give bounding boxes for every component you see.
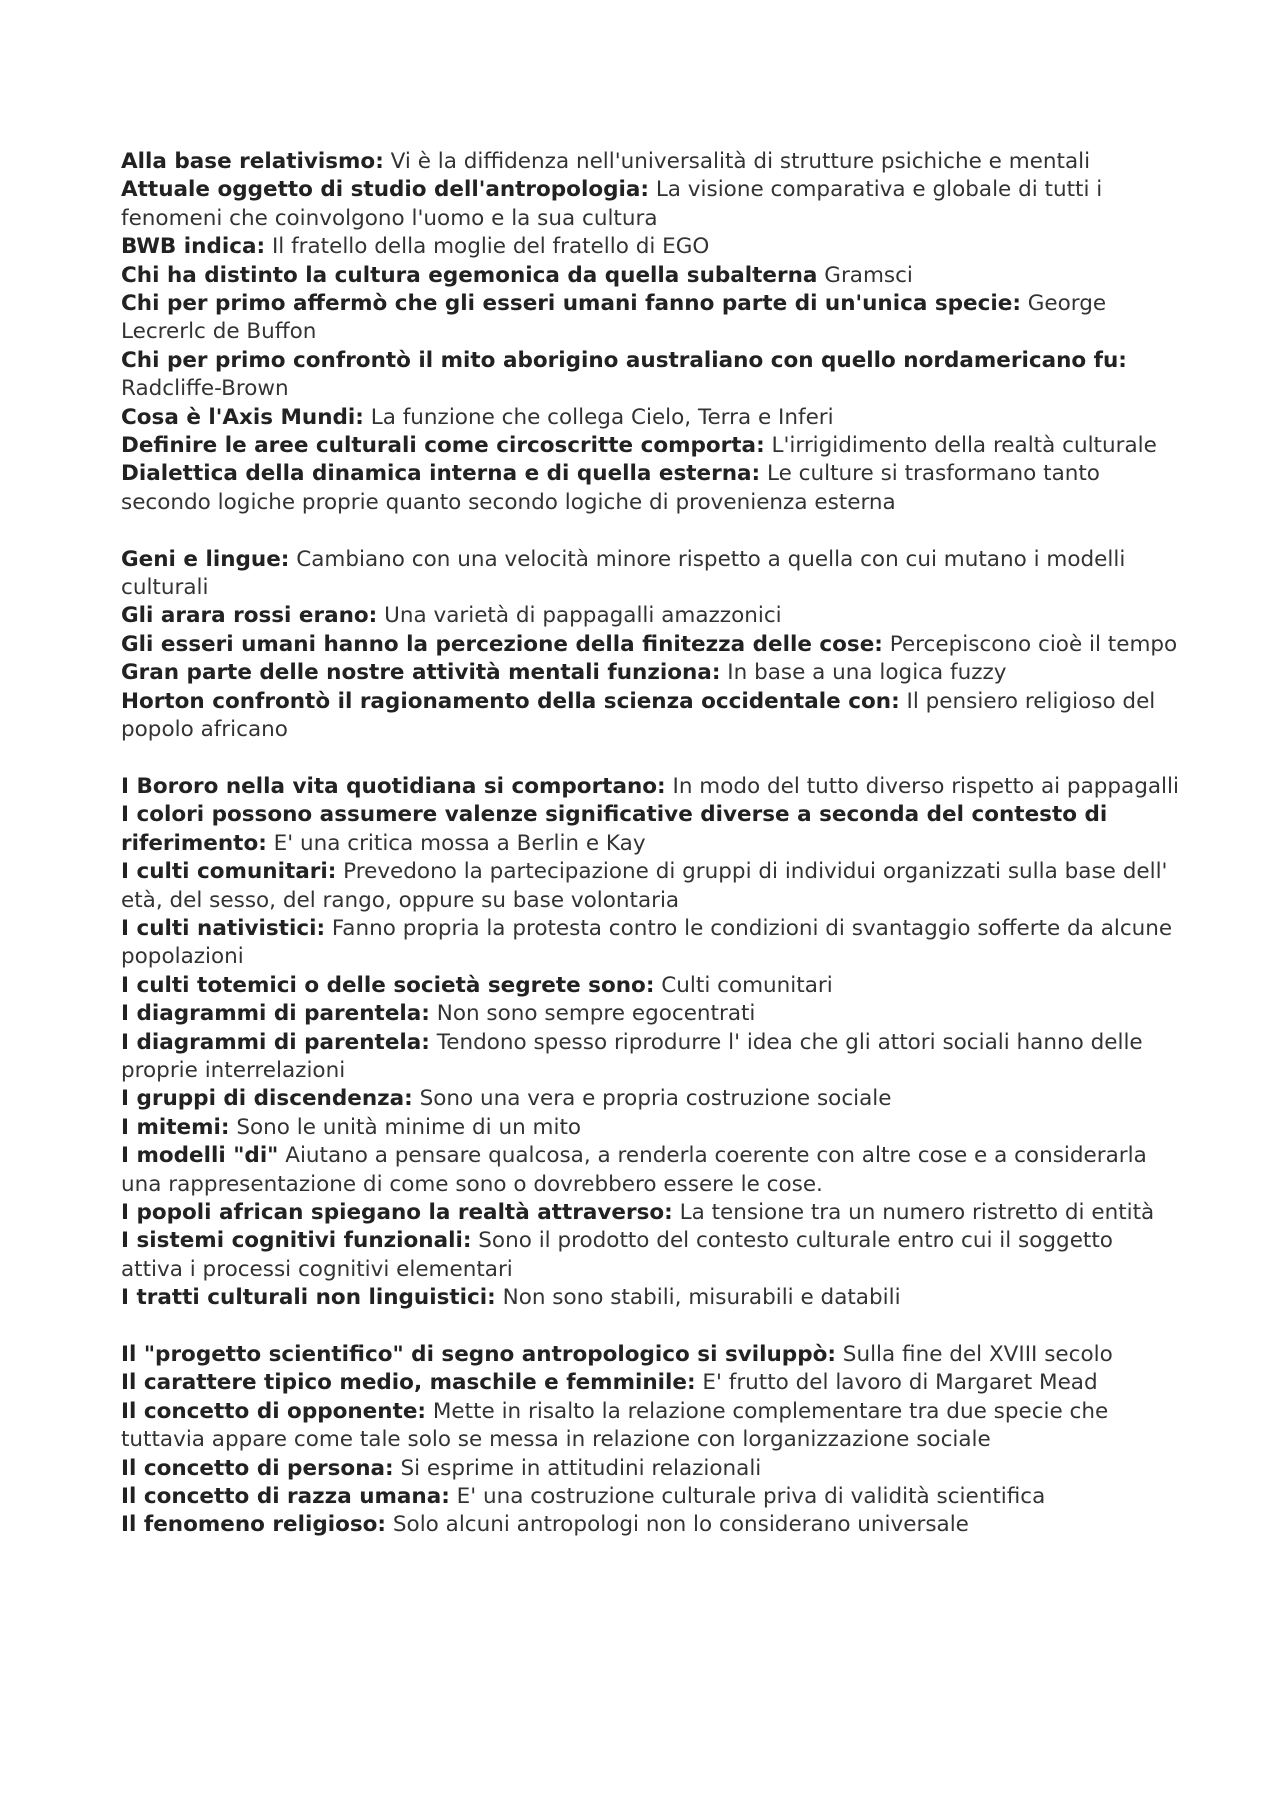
answer-text: La funzione che collega Cielo, Terra e Inferi [370,404,834,430]
qa-entry [121,801,1181,858]
question-text: I diagrammi di parentela: [121,1001,430,1027]
question-text: Cosa è l'Axis Mundi: [121,404,364,430]
question-text: I gruppi di discendenza: [121,1086,413,1112]
answer-text: La visione comparativa e globale di tutti i fenomeni che coinvolgono l'uomo e la sua cultura [121,177,1103,231]
question-text: Geni e lingue: [121,546,290,572]
question-text: Il concetto di razza umana: [121,1484,450,1510]
qa-entry [121,1483,1181,1511]
answer-text: Percepiscono cioè il tempo [889,631,1178,657]
qa-entry [121,1455,1181,1483]
question-text: Alla base relativismo: [121,149,384,174]
answer-text: Sono una vera e propria costruzione sociale [419,1086,892,1112]
qa-entry [121,915,1181,972]
question-text: Il concetto di opponente: [121,1398,427,1424]
question-text: Gli esseri umani hanno la percezione della finitezza delle cose: [121,631,883,657]
question-text: I culti totemici o delle società segrete sono: [121,972,655,998]
question-text: Gran parte delle nostre attività mentali funziona: [121,660,721,686]
qa-entry [121,1511,1181,1539]
answer-text: Sono le unità minime di un mito [236,1114,582,1140]
qa-entry [121,1085,1181,1113]
question-text: Definire le aree culturali come circoscritte comporta: [121,433,765,459]
qa-entry [121,972,1181,1000]
answer-text: Prevedono la partecipazione di gruppi di individui organizzati sulla base dell' età, del sesso, del rango, oppure su base volontaria [121,859,1168,913]
answer-text: In base a una logica fuzzy [727,660,1007,686]
answer-text: Sono il prodotto del contesto culturale entro cui il soggetto attiva i processi cognitivi elementari [121,1228,1113,1282]
answer-text: Fanno propria la protesta contro le condizioni di svantaggio sofferte da alcune popolazioni [121,915,1173,970]
question-text: I colori possono assumere valenze significative diverse a seconda del contesto di riferimento: [121,802,1108,856]
qa-entry [121,1199,1181,1227]
answer-text: E' una critica mossa a Berlin e Kay [273,830,646,856]
qa-entry [121,176,1181,233]
question-text: Horton confrontò il ragionamento della scienza occidentale con: [121,688,900,714]
question-text: I mitemi: [121,1114,230,1140]
qa-entry [121,1341,1181,1369]
qa-entry [121,432,1181,460]
answer-text: Cambiano con una velocità minore rispetto a quella con cui mutano i modelli culturali [121,546,1126,601]
qa-entry [121,688,1181,745]
answer-text: Aiutano a pensare qualcosa, a renderla coerente con altre cose e a considerarla una rappresentazione di come sono o dovrebbero essere le cose. [121,1143,1147,1197]
answer-text: Culti comunitari [661,972,833,998]
question-text: I culti nativistici: [121,915,326,941]
qa-section [121,773,1181,1313]
question-text: Attuale oggetto di studio dell'antropologia: [121,177,649,203]
qa-section [121,1341,1181,1540]
answer-text: Vi è la diffidenza nell'universalità di strutture psichiche e mentali [390,149,1091,174]
answer-text: Il fratello della moglie del fratello di EGO [271,234,710,260]
section-spacer [121,517,1181,545]
question-text: Il concetto di persona: [121,1455,394,1481]
answer-text: Solo alcuni antropologi non lo considerano universale [392,1512,969,1538]
answer-text: Radcliffe-Brown [121,376,289,402]
answer-text: Gramsci [824,262,913,288]
answer-text: Mette in risalto la relazione complementare tra due specie che tuttavia appare come tale solo se messa in relazione con lorganizzazione sociale [121,1398,1109,1453]
question-text: I modelli "di" [121,1143,279,1169]
question-text: I tratti culturali non linguistici: [121,1285,496,1311]
qa-entry [121,233,1181,261]
answer-text: Una varietà di pappagalli amazzonici [384,603,782,629]
section-spacer [121,745,1181,773]
qa-entry [121,347,1181,404]
question-text: Gli arara rossi erano: [121,603,378,629]
answer-text: Non sono sempre egocentrati [436,1001,756,1027]
qa-entry [121,631,1181,659]
qa-entry [121,290,1181,347]
qa-entry [121,404,1181,432]
question-text: Il fenomeno religioso: [121,1512,387,1538]
qa-entry [121,602,1181,630]
question-text: Il "progetto scientifico" di segno antropologico si sviluppò: [121,1342,836,1368]
qa-entry [121,460,1181,517]
question-text: Chi ha distinto la cultura egemonica da quella subalterna [121,262,818,288]
question-text: Dialettica della dinamica interna e di quella esterna: [121,461,761,487]
question-text: Chi per primo affermò che gli esseri umani fanno parte di un'unica specie: [121,291,1021,317]
answer-text: Tendono spesso riprodurre l' idea che gli attori sociali hanno delle proprie interrelazioni [121,1029,1143,1083]
answer-text: E' frutto del lavoro di Margaret Mead [702,1370,1098,1396]
question-text: I sistemi cognitivi funzionali: [121,1228,472,1254]
qa-entry [121,773,1181,801]
qa-entry [121,1029,1181,1086]
answer-text: In modo del tutto diverso rispetto ai pappagalli [672,773,1179,799]
section-spacer [121,1313,1181,1341]
answer-text: L'irrigidimento della realtà culturale [771,433,1157,459]
answer-text: Sulla fine del XVIII secolo [842,1342,1113,1368]
qa-section [121,546,1181,745]
question-text: I culti comunitari: [121,859,337,885]
document-page [121,148,1181,1540]
qa-entry [121,1142,1181,1199]
question-text: I diagrammi di parentela: [121,1029,430,1055]
qa-entry [121,262,1181,290]
answer-text: Il pensiero religioso del popolo africano [121,688,1156,743]
answer-text: Non sono stabili, misurabili e databili [502,1285,901,1311]
question-text: I popoli african spiegano la realtà attraverso: [121,1200,673,1225]
question-text: I Bororo nella vita quotidiana si comportano: [121,773,666,799]
answer-text: Le culture si trasformano tanto secondo logiche proprie quanto secondo logiche di provenienza esterna [121,461,1100,515]
qa-entry [121,858,1181,915]
qa-entry [121,1398,1181,1455]
question-text: Il carattere tipico medio, maschile e femminile: [121,1370,696,1396]
qa-entry [121,1114,1181,1142]
answer-text: Si esprime in attitudini relazionali [400,1455,762,1481]
question-text: BWB indica: [121,234,266,260]
qa-entry [121,1000,1181,1028]
answer-text: George Lecrerlc de Buffon [121,291,1107,345]
qa-section [121,148,1181,517]
qa-entry [121,659,1181,687]
qa-entry [121,1369,1181,1397]
qa-entry [121,546,1181,603]
qa-entry [121,1227,1181,1284]
answer-text: La tensione tra un numero ristretto di entità [679,1200,1155,1225]
answer-text: E' una costruzione culturale priva di validità scientifica [456,1484,1046,1510]
question-text: Chi per primo confrontò il mito aborigino australiano con quello nordamericano fu: [121,347,1127,373]
qa-entry [121,148,1181,176]
qa-entry [121,1284,1181,1312]
